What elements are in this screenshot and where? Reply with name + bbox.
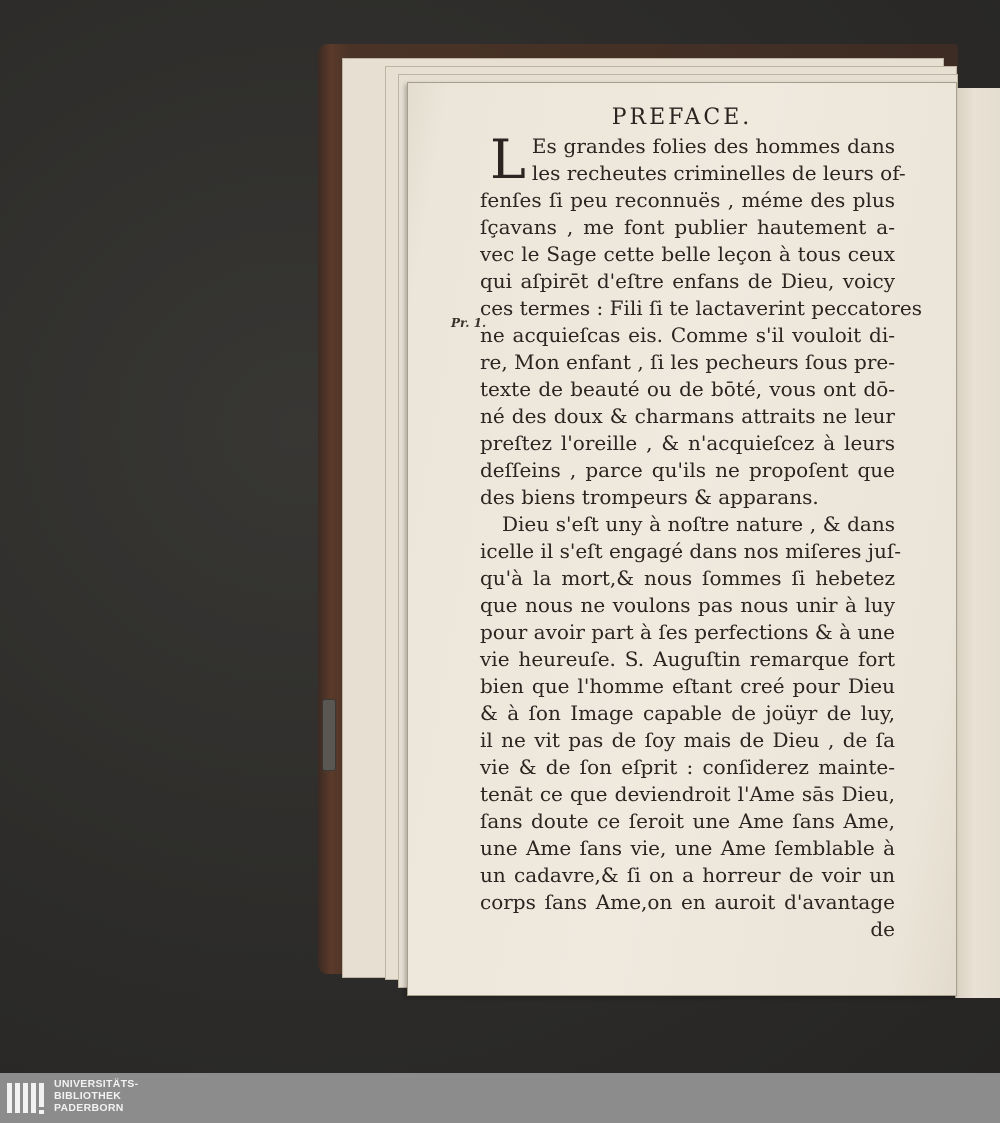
text-line: que nous ne voulons pas nous unir à luy: [480, 593, 895, 617]
catchword: de: [870, 917, 895, 941]
text-line: tenāt ce que deviendroit l'Ame sās Dieu,: [480, 782, 895, 806]
text-line: des biens trompeurs & apparans.: [480, 485, 819, 509]
text-line: né des doux & charmans attraits ne leur: [480, 404, 895, 428]
text-line: vie heureuſe. S. Auguſtin remarque fort: [480, 647, 895, 671]
facing-page-edge: [955, 88, 1000, 998]
text-line: ne acquieſcas eis. Comme s'il vouloit di-: [480, 323, 895, 347]
text-line: Dieu s'eſt uny à noſtre nature , & dans: [502, 512, 895, 536]
text-line: preſtez l'oreille , & n'acquieſcez à leurs: [480, 431, 895, 455]
library-footer: [0, 1073, 1000, 1123]
text-line: icelle il s'eſt engagé dans nos miſeres juſ-: [480, 539, 902, 563]
university-logo-icon: [6, 1077, 48, 1119]
text-line: vie & de ſon eſprit : conſiderez mainte-: [480, 755, 895, 779]
text-line: pour avoir part à ſes perfections & à une: [480, 620, 895, 644]
text-line: une Ame ſans vie, une Ame ſemblable à: [480, 836, 895, 860]
text-line: fenſes ſi peu reconnuës , méme des plus: [480, 188, 895, 212]
text-line: re, Mon enfant , ſi les pecheurs ſous pre-: [480, 350, 895, 374]
running-head: PREFACE.: [611, 105, 753, 130]
page-text: [480, 128, 922, 943]
library-name-line: UNIVERSITÄTS-: [54, 1078, 139, 1090]
text-line: qu'à la mort,& nous ſommes ſi hebetez: [480, 566, 895, 590]
drop-capital: L: [490, 128, 526, 191]
library-name-line: PADERBORN: [54, 1102, 124, 1114]
text-line: qui aſpirēt d'eſtre enfans de Dieu, voicy: [480, 269, 895, 293]
margin-note: Pr. 1.: [451, 316, 487, 330]
text-line: ſans doute ce ſeroit une Ame ſans Ame,: [480, 809, 895, 833]
text-line: ces termes : Fili ſi te lactaverint peccatores: [480, 296, 922, 320]
text-line: un cadavre,& ſi on a horreur de voir un: [480, 863, 895, 887]
text-line: Es grandes folies des hommes dans: [531, 134, 895, 158]
clasp-lower: [322, 699, 336, 771]
text-line: bien que l'homme eſtant creé pour Dieu: [480, 674, 895, 698]
text-line: vec le Sage cette belle leçon à tous ceux: [480, 242, 895, 266]
text-line: ſçavans , me font publier hautement a-: [480, 215, 895, 239]
text-line: corps ſans Ame,on en auroit d'avantage: [480, 890, 895, 914]
text-line: les recheutes criminelles de leurs of-: [531, 161, 906, 185]
library-name-line: BIBLIOTHEK: [54, 1090, 122, 1102]
library-name: [54, 1078, 138, 1114]
text-line: texte de beauté ou de bōté, vous ont dō-: [480, 377, 895, 401]
text-line: deſſeins , parce qu'ils ne propoſent que: [480, 458, 895, 482]
text-line: & à ſon Image capable de joüyr de luy,: [480, 701, 895, 725]
text-line: il ne vit pas de ſoy mais de Dieu , de ſa: [480, 728, 895, 752]
